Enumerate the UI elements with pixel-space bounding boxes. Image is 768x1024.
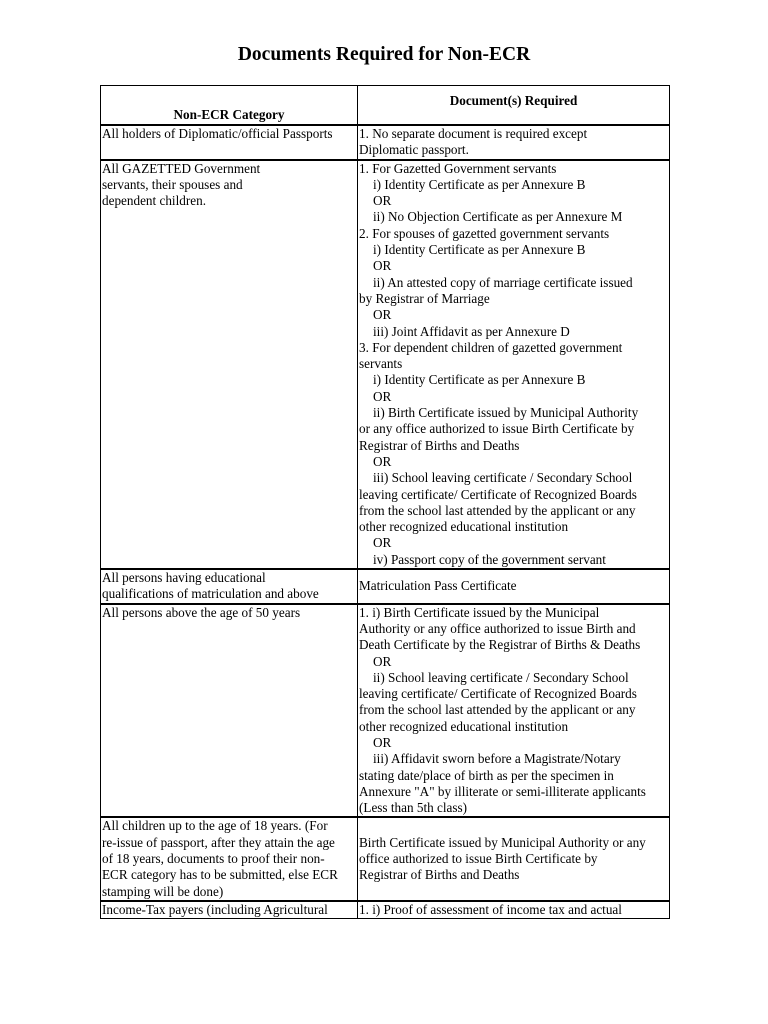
document-text-line: 1. i) Proof of assessment of income tax and actual: [359, 901, 622, 917]
document-text-line: i) Identity Certificate as per Annexure B: [373, 372, 586, 388]
category-cell: [101, 604, 358, 818]
document-text-line: Matriculation Pass Certificate: [359, 578, 517, 594]
category-text-line: stamping will be done): [102, 883, 224, 899]
document-text-line: Diplomatic passport.: [359, 142, 469, 158]
table-row: [101, 125, 670, 160]
category-text-line: qualifications of matriculation and above: [102, 586, 319, 602]
category-text-line: servants, their spouses and: [102, 176, 243, 192]
documents-cell: [358, 160, 670, 569]
document-text-line: 3. For dependent children of gazetted government: [359, 339, 623, 355]
category-cell: [101, 160, 358, 569]
document-text-line: Annexure "A" by illiterate or semi-illiterate applicants: [359, 783, 646, 799]
document-text-line: iii) Affidavit sworn before a Magistrate/Notary: [373, 751, 621, 767]
document-text-line: stating date/place of birth as per the specimen in: [359, 767, 614, 783]
documents-cell: [358, 604, 670, 818]
document-text-line: by Registrar of Marriage: [359, 290, 490, 306]
document-text-line: ii) School leaving certificate / Secondary School: [373, 669, 629, 685]
document-text-line: ii) An attested copy of marriage certificate issued: [373, 274, 633, 290]
documents-cell: [358, 817, 670, 900]
category-text-line: ECR category has to be submitted, else ECR: [102, 867, 338, 883]
category-text-line: Income-Tax payers (including Agricultural: [102, 901, 328, 917]
documents-cell: [358, 125, 670, 160]
document-text-line: OR: [373, 453, 392, 469]
document-text-line: ii) No Objection Certificate as per Annexure M: [373, 209, 623, 225]
table-row: [101, 817, 670, 900]
documents-cell: [358, 569, 670, 604]
document-text-line: i) Identity Certificate as per Annexure B: [373, 176, 586, 192]
document-text-line: iii) Joint Affidavit as per Annexure D: [373, 323, 570, 339]
page-title: Documents Required for Non-ECR: [237, 44, 531, 65]
table-row: [101, 604, 670, 818]
document-text-line: from the school last attended by the applicant or any: [359, 502, 636, 518]
category-cell: [101, 569, 358, 604]
document-text-line: OR: [373, 734, 392, 750]
category-text-line: All GAZETTED Government: [102, 160, 261, 176]
document-text-line: iii) School leaving certificate / Secondary School: [373, 470, 633, 486]
document-text-line: or any office authorized to issue Birth Certificate by: [359, 421, 635, 437]
document-text-line: OR: [373, 193, 392, 209]
document-text-line: OR: [373, 535, 392, 551]
table-row: [101, 901, 670, 919]
table-header-row: [101, 86, 670, 126]
document-text-line: other recognized educational institution: [359, 718, 569, 734]
category-text-line: All children up to the age of 18 years. (For: [102, 818, 328, 834]
document-text-line: Birth Certificate issued by Municipal Authority or any: [359, 834, 646, 850]
document-text-line: i) Identity Certificate as per Annexure B: [373, 242, 586, 258]
document-text-line: iv) Passport copy of the government servant: [373, 551, 606, 567]
documents-table: [100, 85, 670, 919]
document-text-line: 1. For Gazetted Government servants: [359, 160, 557, 176]
category-text-line: dependent children.: [102, 193, 206, 209]
category-cell: [101, 901, 358, 919]
document-text-line: office authorized to issue Birth Certificate by: [359, 851, 598, 867]
category-text-line: re-issue of passport, after they attain the age: [102, 834, 335, 850]
document-text-line: leaving certificate/ Certificate of Recognized Boards: [359, 486, 637, 502]
document-text-line: leaving certificate/ Certificate of Recognized Boards: [359, 686, 637, 702]
category-text-line: All holders of Diplomatic/official Passports: [102, 126, 333, 141]
category-text-line: of 18 years, documents to proof their non-: [102, 851, 325, 867]
category-cell: [101, 817, 358, 900]
document-text-line: Registrar of Births and Deaths: [359, 867, 520, 883]
document-text-line: from the school last attended by the applicant or any: [359, 702, 636, 718]
column-header-documents: Document(s) Required: [358, 86, 670, 126]
document-text-line: ii) Birth Certificate issued by Municipal Authority: [373, 405, 639, 421]
table-row: [101, 569, 670, 604]
document-text-line: OR: [373, 258, 392, 274]
document-text-line: other recognized educational institution: [359, 519, 569, 535]
document-text-line: Death Certificate by the Registrar of Births & Deaths: [359, 637, 641, 653]
document-text-line: 2. For spouses of gazetted government servants: [359, 225, 610, 241]
document-text-line: OR: [373, 653, 392, 669]
document-text-line: Registrar of Births and Deaths: [359, 437, 520, 453]
documents-cell: [358, 901, 670, 919]
document-text-line: 1. i) Birth Certificate issued by the Municipal: [359, 604, 600, 620]
table-row: [101, 160, 670, 569]
document-text-line: OR: [373, 307, 392, 323]
document-text-line: (Less than 5th class): [359, 800, 468, 816]
document-text-line: OR: [373, 388, 392, 404]
document-text-line: Authority or any office authorized to issue Birth and: [359, 620, 636, 636]
category-text-line: All persons having educational: [102, 570, 266, 586]
category-text-line: All persons above the age of 50 years: [102, 604, 301, 620]
category-cell: [101, 125, 358, 160]
document-text-line: 1. No separate document is required except: [359, 126, 588, 141]
column-header-category: Non-ECR Category: [101, 86, 358, 126]
document-text-line: servants: [359, 356, 403, 372]
